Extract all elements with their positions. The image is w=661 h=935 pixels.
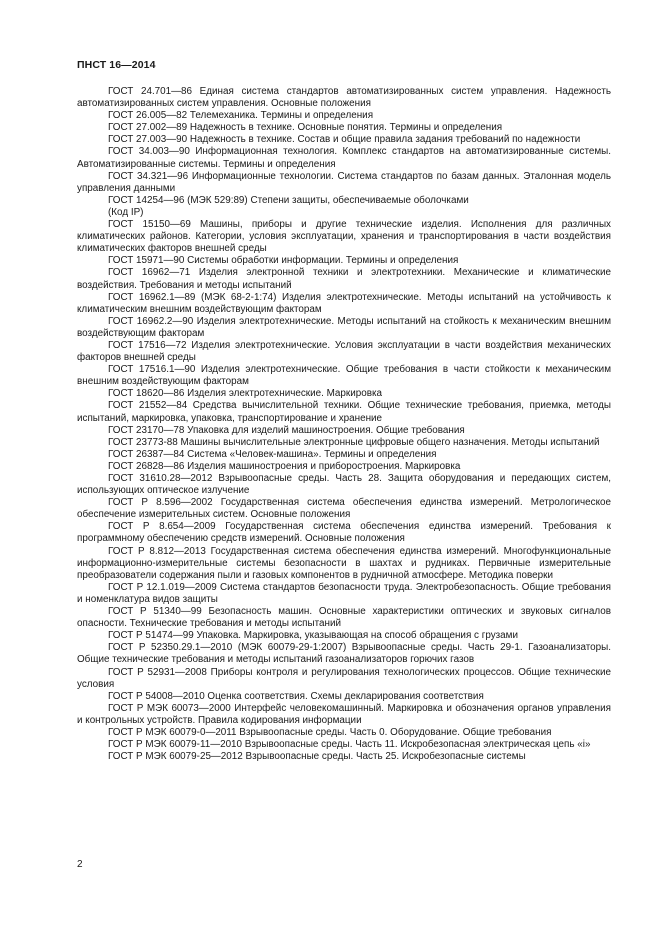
document-header-title: ПНСТ 16—2014 [77,59,156,71]
reference-item: ГОСТ Р МЭК 60079-25—2012 Взрывоопасные среды. Часть 25. Искробезопасные системы [108,751,526,763]
reference-item: ГОСТ 15150—69 Машины, приборы и другие технические изделия. Исполнения для различных климатических районов. Категории, условия эксплуатации, хранения и транспортирования в части воздействия климатических факторов внешней среды [77,219,611,255]
reference-item: ГОСТ 16962—71 Изделия электронной техники и электротехники. Механические и климатические воздействия. Требования и методы испытаний [77,267,611,291]
reference-item: ГОСТ 27.002—89 Надежность в технике. Основные понятия. Термины и определения [108,122,503,134]
reference-item: ГОСТ 34.003—90 Информационная технология. Комплекс стандартов на автоматизированные системы. Автоматизированные системы. Термины и определения [77,146,611,170]
reference-item: ГОСТ 26387—84 Система «Человек-машина». Термины и определения [108,448,437,460]
reference-item: ГОСТ 15971—90 Системы обработки информации. Термины и определения [108,255,459,267]
reference-item: ГОСТ 26828—86 Изделия машиностроения и приборостроения. Маркировка [108,460,461,472]
reference-item: ГОСТ 23170—78 Упаковка для изделий машиностроения. Общие требования [108,424,465,436]
reference-item: ГОСТ Р 8.596—2002 Государственная система обеспечения единства измерений. Метрологическое обеспечение измерительных систем. Основные положения [77,497,611,521]
page-number: 2 [77,859,83,870]
reference-item: ГОСТ Р 12.1.019—2009 Система стандартов безопасности труда. Электробезопасность. Общие требования и номенклатура видов защиты [77,581,611,605]
reference-item: ГОСТ 14254—96 (МЭК 529:89) Степени защиты, обеспечиваемые оболочками [108,194,469,206]
reference-item: ГОСТ Р МЭК 60079-0—2011 Взрывоопасные среды. Часть 0. Оборудование. Общие требования [108,726,552,738]
reference-item: ГОСТ 31610.28—2012 Взрывоопасные среды. Часть 28. Защита оборудования и передающих систем, использующих оптическое излучение [77,473,611,497]
reference-item: ГОСТ 16962.1—89 (МЭК 68-2-1:74) Изделия электротехнические. Методы испытаний на устойчивость к климатическим внешним воздействующим факторам [77,291,611,315]
reference-item: ГОСТ 24.701—86 Единая система стандартов автоматизированных систем управления. Надежность автоматизированных систем управления. Основные положения [77,86,611,110]
reference-item: ГОСТ 21552—84 Средства вычислительной техники. Общие технические требования, приемка, методы испытаний, маркировка, упаковка, транспортирование и хранение [77,400,611,424]
reference-item: ГОСТ 26.005—82 Телемеханика. Термины и определения [108,110,374,122]
reference-item: ГОСТ Р МЭК 60079-11—2010 Взрывоопасные среды. Часть 11. Искробезопасная электрическая цепь «i» [108,739,591,751]
reference-item: ГОСТ 17516—72 Изделия электротехнические. Условия эксплуатации в части воздействия механических факторов внешней среды [77,339,611,364]
reference-item: ГОСТ Р 52931—2008 Приборы контроля и регулирования технологических процессов. Общие технические условия [77,666,611,690]
reference-item-continuation: (Код IP) [108,206,144,218]
reference-item: ГОСТ Р 8.812—2013 Государственная система обеспечения единства измерений. Многофункциональные информационно-измерительные системы безопасности в шахтах и рудниках. Первичные измерительные преобразователи содержания пыли и газовых компонентов в рудничной атмосфере. Методика поверки [77,545,611,581]
reference-item: ГОСТ Р 8.654—2009 Государственная система обеспечения единства измерений. Требования к программному обеспечению средств измерений. Основные положения [77,521,611,545]
reference-item: ГОСТ 16962.2—90 Изделия электротехнические. Методы испытаний на стойкость к механическим внешним воздействующим факторам [77,315,611,339]
reference-item: ГОСТ 17516.1—90 Изделия электротехнические. Общие требования в части стойкости к механическим внешним воздействующим факторам [77,364,611,388]
reference-item: ГОСТ Р МЭК 60073—2000 Интерфейс человекомашинный. Маркировка и обозначения органов управления и контрольных устройств. Правила кодирования информации [77,702,611,726]
reference-item: ГОСТ 27.003—90 Надежность в технике. Состав и общие правила задания требований по надежности [108,134,581,146]
reference-item: ГОСТ 23773-88 Машины вычислительные электронные цифровые общего назначения. Методы испытаний [108,436,600,448]
reference-item: ГОСТ Р 51474—99 Упаковка. Маркировка, указывающая на способ обращения с грузами [108,630,518,642]
normative-references-list [77,86,611,763]
reference-item: ГОСТ Р 51340—99 Безопасность машин. Основные характеристики оптических и звуковых сигналов опасности. Технические требования и методы испытаний [77,606,611,630]
reference-item: ГОСТ Р 52350.29.1—2010 (МЭК 60079-29-1:2007) Взрывоопасные среды. Часть 29-1. Газоанализаторы. Общие технические требования и методы испытаний газоанализаторов горючих газов [77,642,611,666]
reference-item: ГОСТ 18620—86 Изделия электротехнические. Маркировка [108,388,383,400]
reference-item: ГОСТ 34.321—96 Информационные технологии. Система стандартов по базам данных. Эталонная модель управления данными [77,170,611,194]
reference-item: ГОСТ Р 54008—2010 Оценка соответствия. Схемы декларирования соответствия [108,690,484,702]
